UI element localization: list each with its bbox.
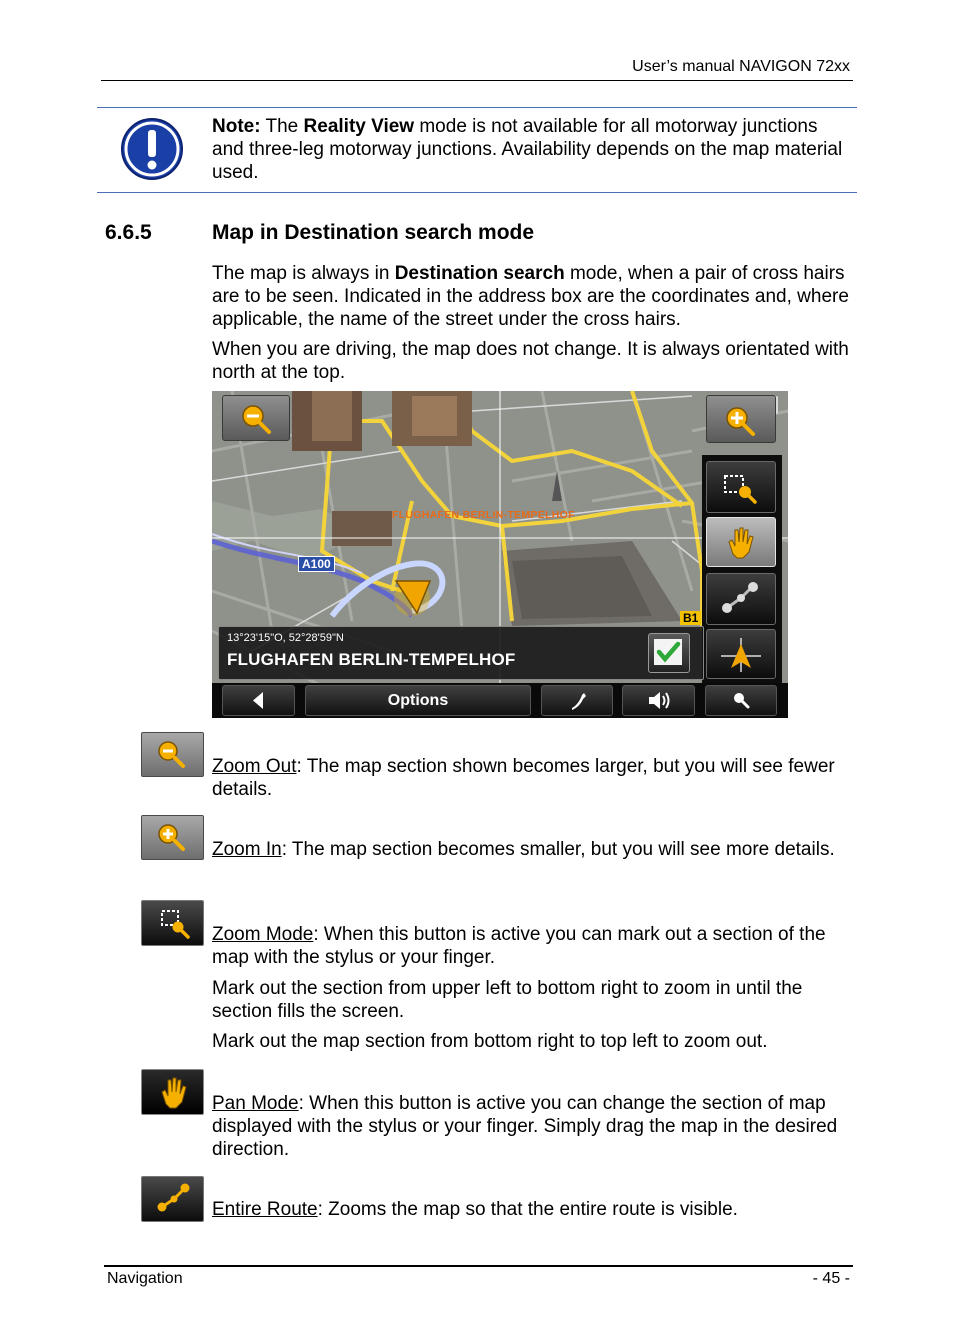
street-name: FLUGHAFEN BERLIN-TEMPELHOF [227,650,516,669]
volume-button[interactable] [622,685,695,716]
zoom-mode-icon [141,900,204,946]
zoom-out-text: : The map section shown becomes larger, but you will see fewer details. [212,756,835,800]
pan-mode-icon [141,1069,204,1115]
back-button[interactable] [222,685,295,716]
pan-mode-description [212,1092,852,1161]
entire-route-button[interactable] [706,573,776,625]
map-screenshot [212,391,788,718]
zoom-in-icon [141,815,204,860]
zoom-mode-extra-1: Mark out the section from upper left to bottom right to zoom in until the section fills the screen. [212,978,803,1022]
footer-rule [104,1265,853,1267]
zoom-in-text: : The map section becomes smaller, but you will see more details. [281,839,835,860]
note-top-rule [97,107,857,108]
phone-icon [542,686,612,715]
note-bottom-rule [97,192,857,193]
arrow-position-icon [707,630,775,678]
zoom-mode-icon [707,462,775,512]
search-icon [706,686,776,715]
section-number: 6.6.5 [105,221,152,244]
zoom-mode-description [212,923,852,969]
route-icon [707,574,775,624]
entire-route-description [212,1198,852,1221]
magnifier-minus-icon [223,396,289,440]
zoom-out-title: Zoom Out [212,756,297,777]
zoom-mode-title: Zoom Mode [212,924,314,945]
zoom-mode-extra-2: Mark out the map section from bottom right to top left to zoom out. [212,1031,768,1052]
page-number: - 45 - [812,1270,850,1287]
note-text-after: mode is not available for all motorway junctions and three-leg motorway junctions. Availability depends on the map material used. [212,116,843,183]
p1-bold: Destination search [394,263,565,284]
p1-after: mode, when a pair of cross hairs are to be seen. Indicated in the address box are the coordinates and, where applicable, the name of the street under the cross hairs. [212,263,849,330]
entire-route-text: : Zooms the map so that the entire route is visible. [317,1199,738,1220]
zoom-out-icon [141,732,204,777]
zoom-in-button[interactable] [706,395,776,443]
note-text [212,115,852,184]
paragraph-1 [212,262,852,331]
footer-section: Navigation [107,1270,183,1287]
entire-route-title: Entire Route [212,1199,318,1220]
note-label: Note: [212,116,261,137]
zoom-in-title: Zoom In [212,839,282,860]
zoom-mode-text: : When this button is active you can mark out a section of the map with the stylus or your finger. [212,924,826,968]
pan-mode-title: Pan Mode [212,1093,299,1114]
note-bold: Reality View [303,116,415,137]
checkmark-icon [649,634,687,670]
address-box [218,626,704,680]
magnifier-plus-icon [707,396,775,442]
zoom-in-description [212,838,852,861]
hand-icon [707,518,775,566]
pan-mode-text: : When this button is active you can change the section of map displayed with the stylus or your finger. Simply drag the map in the desired direction. [212,1093,838,1160]
confirm-button[interactable] [648,633,690,673]
back-arrow-icon [223,686,294,715]
p1-before: The map is always in [212,263,395,284]
phone-button[interactable] [541,685,613,716]
pan-mode-button[interactable] [706,517,776,567]
road-shield-a100: A100 [298,556,335,572]
speaker-icon [623,686,694,715]
running-header: User’s manual NAVIGON 72xx [632,58,850,75]
options-button[interactable]: Options [305,685,531,716]
note-text-before: The [260,116,304,137]
exclamation-icon [120,117,184,181]
paragraph-2: When you are driving, the map does not change. It is always orientated with north at the top. [212,339,849,383]
zoom-out-button[interactable] [222,395,290,441]
search-button[interactable] [705,685,777,716]
bottom-bar [212,683,788,718]
header-rule [101,80,853,81]
coordinates: 13°23'15"O, 52°28'59"N [227,632,344,644]
entire-route-icon [141,1176,204,1222]
zoom-mode-button[interactable] [706,461,776,513]
zoom-out-description [212,755,852,801]
place-label: FLUGHAFEN BERLIN-TEMPELHOF [392,509,575,521]
section-title: Map in Destination search mode [212,221,535,244]
road-shield-b1: B1 [680,611,701,625]
position-button[interactable] [706,629,776,679]
